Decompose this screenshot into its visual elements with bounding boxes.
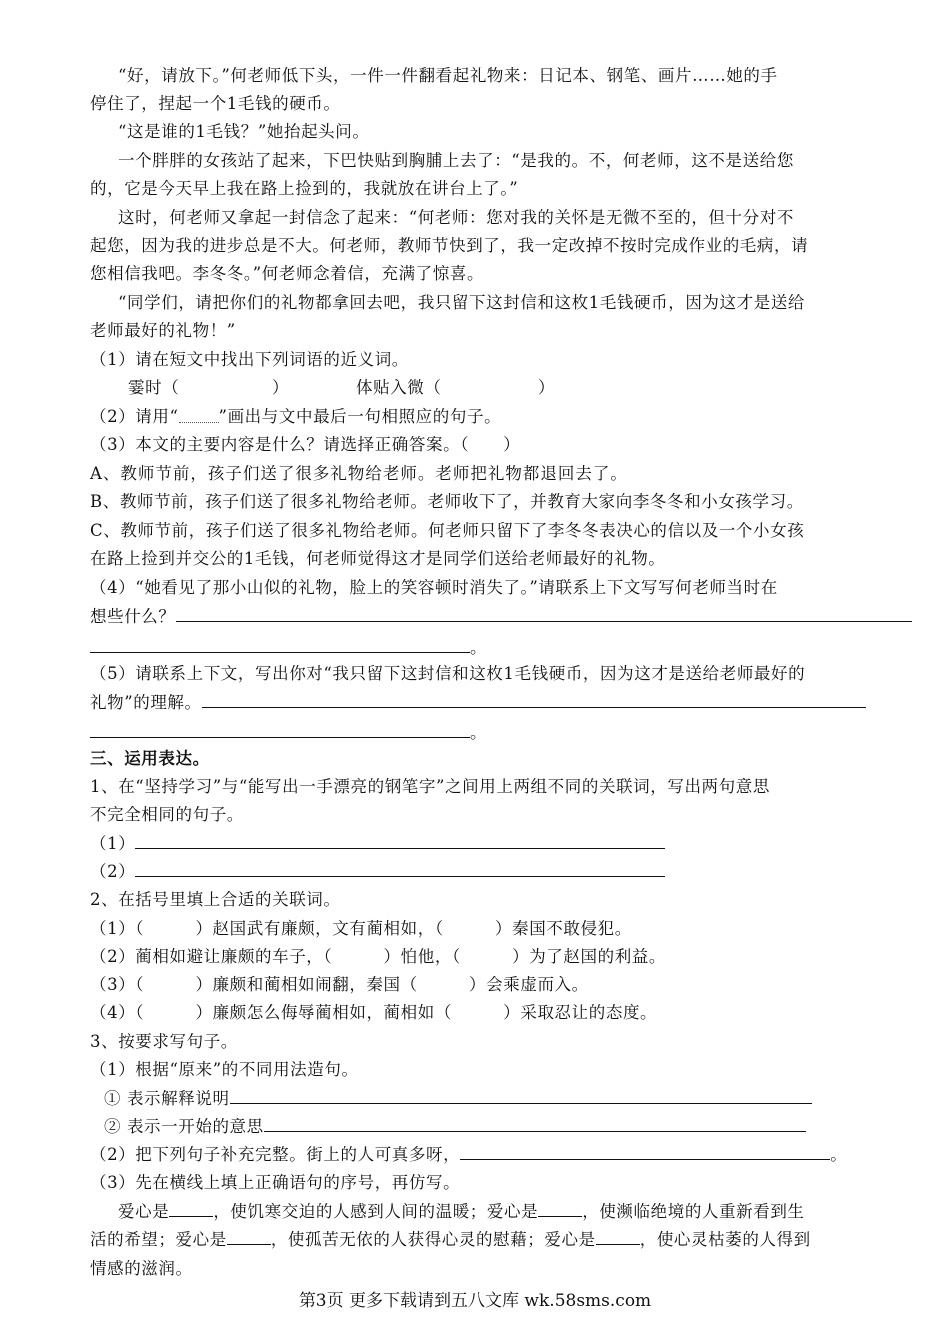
question-4-cont [90, 603, 912, 627]
option-c-line: 在路上捡到并交公的1毛钱，何老师觉得这才是同学们送给老师最好的礼物。 [90, 549, 666, 568]
option-a: A、教师节前，孩子们送了很多礼物给老师。老师把礼物都退回去了。 [90, 464, 628, 483]
love-line [118, 1198, 805, 1222]
option-b: B、教师节前，孩子们送了很多礼物给老师。老师收下了，并教育大家向李冬冬和小女孩学习。 [90, 492, 804, 511]
task-3: 3、按要求写句子。 [90, 1032, 238, 1051]
task-1-a [90, 830, 665, 854]
synonym-a-label: 霎时（ [128, 378, 180, 397]
task-2: 2、在括号里填上合适的关联词。 [90, 890, 341, 909]
answer-line[interactable] [135, 861, 665, 877]
task-2-item: （2）蔺相如避让廉颇的车子，（ ）怕他，（ ）为了赵国的利益。 [90, 947, 666, 966]
task-3-1a-label: ① 表示解释说明 [104, 1089, 230, 1108]
wavy-line-icon [179, 412, 219, 423]
love-text: ，使心灵枯萎的人得到 [639, 1230, 811, 1249]
question-5: （5）请联系上下文，写出你对“我只留下这封信和这枚1毛钱硬币，因为这才是送给老师最好的 [90, 664, 806, 683]
question-4: （4）“她看见了那小山似的礼物，脸上的笑容顿时消失了。”请联系上下文写写何老师当时在 [90, 578, 778, 597]
passage-line: 一个胖胖的女孩站了起来，下巴快贴到胸脯上去了：“是我的。不，何老师，这不是送给您 [118, 151, 794, 170]
love-text: 爱心是 [118, 1202, 170, 1221]
love-line [90, 1226, 811, 1250]
task-3-1b [104, 1113, 806, 1137]
answer-line[interactable] [90, 637, 470, 653]
synonym-b-label: 体贴入微（ [356, 378, 442, 397]
love-text: ，使濒临绝境的人重新看到生 [582, 1202, 805, 1221]
task-3-1a [104, 1085, 812, 1109]
answer-line[interactable] [90, 722, 470, 738]
task-3-3: （3）先在横线上填上正确语句的序号，再仿写。 [90, 1173, 461, 1192]
question-5-label: 礼物”的理解。 [90, 693, 202, 712]
passage-line: 您相信我吧。李冬冬。”何老师念着信，充满了惊喜。 [90, 264, 485, 283]
blank-line[interactable] [538, 1201, 582, 1217]
synonym-b-close: ） [538, 378, 556, 397]
period: 。 [470, 723, 488, 742]
question-4-label: 想些什么？ [90, 607, 176, 626]
question-2-prefix: （2）请用“ [90, 407, 179, 426]
love-text: 活的希望；爱心是 [90, 1230, 227, 1249]
question-2 [90, 403, 501, 427]
blank-line[interactable] [596, 1229, 640, 1245]
passage-line: 老师最好的礼物！” [90, 321, 236, 340]
passage-line: “这是谁的1毛钱？”她抬起头问。 [118, 122, 370, 141]
answer-line[interactable] [202, 692, 866, 708]
passage-line: 停住了，捏起一个1毛钱的硬币。 [90, 94, 341, 113]
question-2-suffix: ”画出与文中最后一句相照应的句子。 [218, 407, 502, 426]
task-3-2-label: （2）把下列句子补充完整。街上的人可真多呀， [90, 1145, 461, 1164]
passage-line: “同学们，请把你们的礼物都拿回去吧，我只留下这封信和这枚1毛钱硬币，因为这才是送给 [118, 293, 806, 312]
passage-line: 这时，何老师又拿起一封信念了起来：“何老师：您对我的关怀是无微不至的，但十分对不 [118, 208, 794, 227]
answer-line[interactable] [264, 1116, 806, 1132]
love-line: 情感的滋润。 [90, 1259, 193, 1278]
page-footer: 第3页 更多下载请到五八文库 wk.58sms.com [298, 1291, 652, 1311]
period: 。 [470, 638, 488, 657]
task-2-item: （4）（ ）廉颇怎么侮辱蔺相如，蔺相如（ ）采取忍让的态度。 [90, 1003, 658, 1022]
passage-line: “好，请放下。”何老师低下头，一件一件翻看起礼物来：日记本、钢笔、画片……她的手 [118, 66, 778, 85]
period: 。 [830, 1145, 848, 1164]
love-text: ，使孤苦无依的人获得心灵的慰藉；爱心是 [270, 1230, 596, 1249]
task-2-item: （1）（ ）赵国武有廉颇，文有蔺相如，（ ）秦国不敢侵犯。 [90, 919, 632, 938]
answer-line[interactable] [230, 1088, 812, 1104]
task-1-cont: 不完全相同的句子。 [90, 805, 244, 824]
task-2-item: （3）（ ）廉颇和蔺相如闹翻，秦国（ ）会乘虚而入。 [90, 975, 589, 994]
synonym-a-close: ） [272, 378, 290, 397]
task-3-1b-label: ② 表示一开始的意思 [104, 1117, 264, 1136]
blank-line[interactable] [227, 1229, 271, 1245]
answer-row [90, 634, 487, 658]
passage-line: 起您，因为我的进步总是不大。何老师，教师节快到了，我一定改掉不按时完成作业的毛病，请 [90, 236, 809, 255]
question-3: （3）本文的主要内容是什么？请选择正确答案。（ ） [90, 435, 521, 454]
answer-row [90, 719, 487, 743]
task-1-a-label: （1） [90, 834, 136, 853]
task-1: 1、在“坚持学习”与“能写出一手漂亮的钢笔字”之间用上两组不同的关联词，写出两句意思 [90, 777, 770, 796]
question-5-cont [90, 689, 866, 713]
answer-line[interactable] [460, 1144, 830, 1160]
task-1-b [90, 858, 665, 882]
love-text: ，使饥寒交迫的人感到人间的温暖；爱心是 [213, 1202, 539, 1221]
answer-line[interactable] [176, 606, 912, 622]
answer-line[interactable] [135, 833, 665, 849]
option-c-line: C、教师节前，孩子们送了很多礼物给老师。何老师只留下了李冬冬表决心的信以及一个小女孩 [90, 521, 805, 540]
section-title: 三、运用表达。 [90, 749, 210, 768]
question-1: （1）请在短文中找出下列词语的近义词。 [90, 350, 409, 369]
blank-line[interactable] [169, 1201, 213, 1217]
passage-line: 的，它是今天早上我在路上捡到的，我就放在讲台上了。” [90, 179, 519, 198]
task-3-1: （1）根据“原来”的不同用法造句。 [90, 1060, 359, 1079]
task-3-2 [90, 1141, 847, 1165]
task-1-b-label: （2） [90, 862, 136, 881]
